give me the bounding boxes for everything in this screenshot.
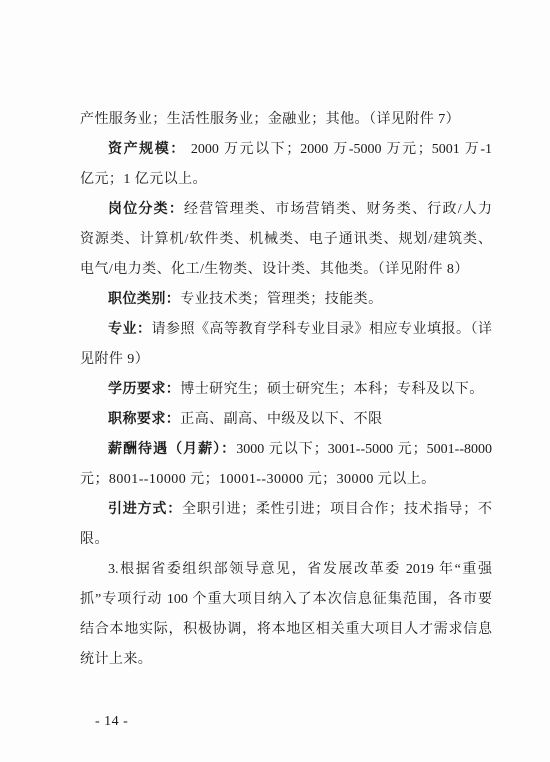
industry-category-continuation xyxy=(80,105,492,135)
job-type-value: 专业技术类；管理类；技能类。 xyxy=(180,292,383,307)
paragraph-text: 电气/电力类、化工/生物类、设计类、其他类。（详见附件 8） xyxy=(80,262,469,277)
major-line xyxy=(80,315,492,345)
item-3-line xyxy=(80,555,492,585)
education-requirement-label: 学历要求： xyxy=(108,382,181,397)
paragraph-text: 抓”专项行动 100 个重大项目纳入了本次信息征集范围，各市要 xyxy=(80,592,492,607)
salary-continuation xyxy=(80,465,492,495)
position-category-line xyxy=(80,195,492,225)
paragraph-text: 结合本地实际，积极协调，将本地区相关重大项目人才需求信息 xyxy=(80,622,492,637)
paragraph-text: 资源类、计算机/软件类、机械类、电子通讯类、规划/建筑类、 xyxy=(80,232,492,247)
title-requirement-value: 正高、副高、中级及以下、不限 xyxy=(180,412,383,427)
asset-scale-line xyxy=(80,135,492,165)
recruitment-method-line xyxy=(80,495,492,525)
salary-value: 3000 元以下；3001--5000 元；5001--8000 xyxy=(236,442,493,457)
item-3-continuation-2 xyxy=(80,615,492,645)
recruitment-method-label: 引进方式： xyxy=(108,502,182,517)
item-3-continuation xyxy=(80,585,492,615)
paragraph-text: 产性服务业；生活性服务业；金融业；其他。（详见附件 7） xyxy=(80,112,461,127)
paragraph-text: 元；8001--10000 元；10001--30000 元；30000 元以上。 xyxy=(80,472,436,487)
position-category-continuation xyxy=(80,225,492,255)
salary-label: 薪酬待遇（月薪）： xyxy=(108,442,237,457)
position-category-value: 经营管理类、市场营销类、财务类、行政/人力 xyxy=(184,202,493,217)
recruitment-method-continuation xyxy=(80,525,492,555)
page-number: - 14 - xyxy=(95,714,129,729)
job-type-line xyxy=(80,285,492,315)
position-category-label: 岗位分类： xyxy=(108,202,185,217)
paragraph-text: 亿元；1 亿元以上。 xyxy=(80,172,207,187)
asset-scale-value: 2000 万元以下；2000 万-5000 万元；5001 万-1 xyxy=(185,142,492,157)
asset-scale-continuation xyxy=(80,165,492,195)
major-label: 专业： xyxy=(108,322,152,337)
major-continuation xyxy=(80,345,492,375)
title-requirement-label: 职称要求： xyxy=(108,412,181,427)
body-text xyxy=(80,105,492,675)
recruitment-method-value: 全职引进；柔性引进；项目合作；技术指导；不 xyxy=(182,502,492,517)
paragraph-text: 3.根据省委组织部领导意见，省发展改革委 2019 年“重强 xyxy=(108,562,492,577)
education-requirement-value: 博士研究生；硕士研究生；本科；专科及以下。 xyxy=(180,382,484,397)
paragraph-text: 统计上来。 xyxy=(80,652,153,667)
paragraph-text: 限。 xyxy=(80,532,109,547)
major-value: 请参照《高等教育学科专业目录》相应专业填报。（详 xyxy=(151,322,492,337)
salary-line xyxy=(80,435,492,465)
job-type-label: 职位类别： xyxy=(108,292,181,307)
title-requirement-line xyxy=(80,405,492,435)
asset-scale-label: 资产规模： xyxy=(108,142,186,157)
education-requirement-line xyxy=(80,375,492,405)
paragraph-text: 见附件 9） xyxy=(80,352,150,367)
item-3-continuation-3 xyxy=(80,645,492,675)
position-category-continuation-2 xyxy=(80,255,492,285)
